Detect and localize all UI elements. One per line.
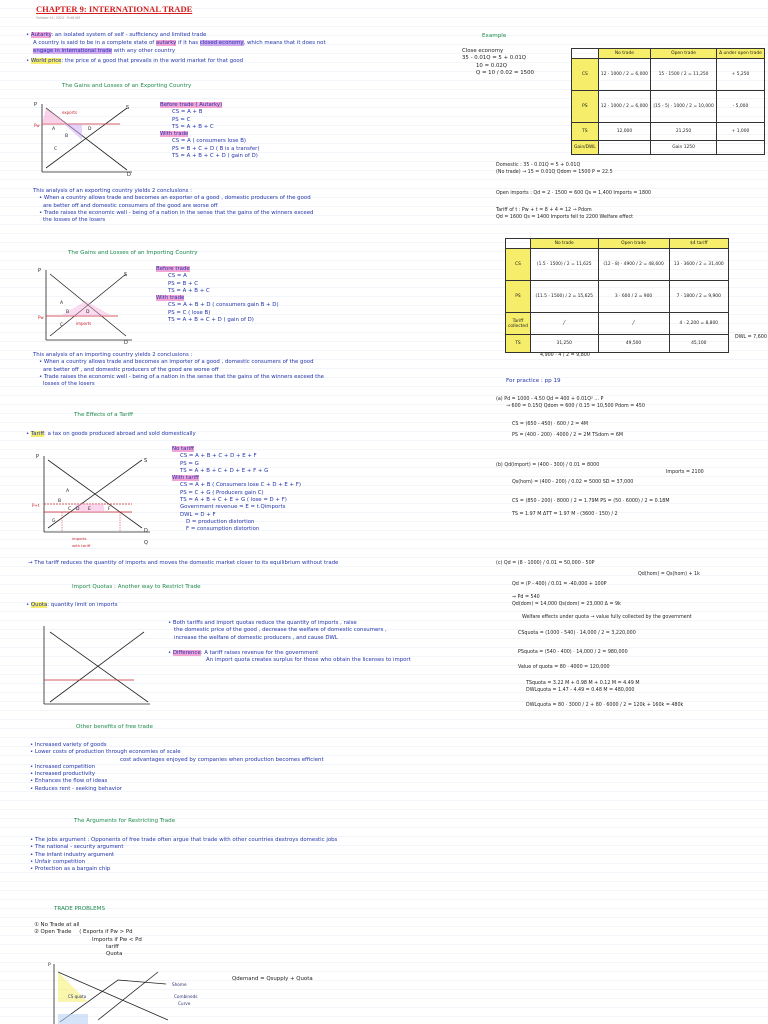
practice-heading: For practice : pp 19: [506, 378, 561, 384]
autarky-definition: • Autarky: an isolated system of self - sufficiency and limited trade: [26, 32, 207, 38]
svg-text:P: P: [48, 963, 51, 968]
svg-text:G: G: [52, 519, 56, 524]
tariff-conclusion: → The tariff reduces the quantity of imports and moves the domestic market closer to its equilibrium without trade: [28, 560, 339, 566]
svg-text:D: D: [76, 507, 80, 512]
svg-text:D: D: [127, 172, 131, 178]
quota-graph: [34, 622, 154, 710]
svg-text:P+t: P+t: [32, 503, 40, 508]
quota-equation: Qdemand = Qsupply + Quota: [232, 976, 313, 982]
svg-text:Pw: Pw: [34, 123, 40, 128]
benefits-heading: Other benefits of free trade: [76, 724, 153, 730]
svg-text:D: D: [144, 528, 148, 534]
svg-text:Q: Q: [144, 540, 148, 546]
svg-text:S: S: [144, 458, 148, 464]
page-title: CHAPTER 9: INTERNATIONAL TRADE: [36, 4, 193, 14]
practice-a: (a) Pd = 1000 - 4.50 Qd = 400 + 0.01Q² ... P → 600 = 0.15Q Qdom = 600 / 0.15 = 10,500 Pdom = 450 CS = (650 - 450) · 600 / 2 = 4M PS = (400 - 200) · 4000 / 2 = 2M TSdom = 6M: [496, 397, 645, 438]
restricting-heading: The Arguments for Restricting Trade: [74, 818, 176, 824]
svg-text:A: A: [66, 489, 70, 494]
world-price-definition: • World price: the price of a good that prevails in the world market for that good: [26, 58, 244, 64]
quota-definition: • Quota: quantity limit on imports: [26, 602, 118, 608]
restricting-list: • The jobs argument : Opponents of free trade often argue that trade with other countries destroys domestic jobs • The national - security argument • The infant industry argument • Unfair competition • Protection as a bargain chip: [30, 837, 338, 873]
svg-text:B: B: [66, 310, 70, 315]
trade-problems-heading: TRADE PROBLEMS: [54, 906, 106, 912]
svg-text:S: S: [124, 272, 128, 278]
example-table-2: No trade Open trade $4 tariff CS (1.5 · 1500) / 2 = 11,625 (12 - 8) · 4900 / 2 = 48,600 13 · 3600 / 2 = 31,400 PS (11.5 · 1500) / 2 = 15,625 3 · 600 / 2 = 900 7 · 1800 / 2 = 9,900 Tariff collected ╱ ╱ 4 · 2,200 = 8,800 TS 31,250 49,500 45,100: [505, 238, 729, 353]
quota-combined-graph: [48, 962, 208, 1024]
practice-c: (c) Qd = (8 - 1000) / 0.01 = 50,000 - 50P Qd(hom) = Qs(hom) + 1k Qd = (P - 400) / 0.01 = -40,000 + 100P ⇒ Pd = 540 Qd(dom) = 14,000 Qs(dom) = 23,000 Δ = 9k Welfare effects under quota → value fully collected by the government CSquota = (1000 - 540) · 14,000 / 2 = 3,220,000 PSquota = (540 - 400) · 14,000 / 2 = 980,000 Value of quota = 80 · 4000 = 120,000 TSquota = 3.22 M + 0.98 M + 0.12 M = 4.49 M DWLquota = 1.47 - 4.49 = 0.48 M = 480,000 DWLquota = 80 · 3000 / 2 + 80 · 6000 / 2 = 120k + 160k = 480k: [496, 561, 700, 709]
quotas-heading: Import Quotas : Another way to Restrict Trade: [72, 584, 201, 590]
autarky-line-2: A country is said to be in a complete state of autarky if it has closed economy, which means that it does not: [33, 40, 326, 46]
svg-text:F: F: [108, 507, 111, 512]
svg-text:C: C: [60, 323, 64, 328]
importing-graph: [36, 266, 136, 348]
open-imports-work: Open imports : Qd = 2 · 1500 = 600 Qs = 1,400 Imports = 1800: [496, 191, 652, 196]
tariff-heading: The Effects of a Tariff: [74, 412, 133, 418]
cs-quota-label: CS quota: [68, 994, 87, 999]
page-date: October 11, 2023 9:48 AM: [36, 16, 81, 20]
curve-label: Curve: [178, 1001, 191, 1006]
domestic-work: Domestic : 35 - 0.01Q = 5 + 0.01Q (No trade) → 15 = 0.01Q Qdom = 1500 P = 22.5: [496, 163, 613, 176]
tariff-graph: [32, 452, 154, 552]
svg-text:P: P: [36, 454, 40, 460]
trade-problems-cases: ① No Trade at all ② Open Trade ⟨ Exports if Pw > Pd Imports if Pw < Pd tariff Quota: [34, 922, 142, 958]
svg-text:B: B: [65, 134, 69, 139]
svg-text:S: S: [126, 105, 130, 111]
exporting-analysis: This analysis of an exporting country yields 2 conclusions : • When a country allows trade and becomes an exporter of a good , domestic producers of the good are better off and domestic consumers of the good are worse off • Trade raises the economic well - being of a nation in the sense that the gains of the winners exceed the losses of the losers: [33, 188, 314, 224]
svg-text:imports: imports: [76, 321, 92, 326]
svg-text:D: D: [86, 310, 90, 315]
svg-text:E: E: [88, 507, 91, 512]
benefits-list: • Increased variety of goods • Lower costs of production through economies of scale cost advantages enjoyed by companies when production becomes efficient • Increased competition • Increased productivity • Enhances the flow of ideas • Reduces rent - seeking behavior: [30, 742, 324, 792]
svg-text:P: P: [34, 102, 38, 108]
svg-text:A: A: [52, 127, 56, 132]
tariff-work: Tariff of t : Pw + t = 8 + 4 = 12 → Pdom Qd = 1600 Qs = 1400 Imports fell to 2200 Welfare effect: [496, 208, 633, 221]
shome-label: Shome: [172, 982, 187, 987]
importing-welfare: Before trade CS = A PS = B + C TS = A + B + C With trade CS = A + B + D ( consumers gain B + D) PS = C ( lose B) TS = A + B + C + D ( gain of D): [156, 266, 279, 324]
svg-text:B: B: [58, 499, 62, 504]
svg-text:with tariff: with tariff: [72, 543, 91, 548]
svg-text:P: P: [38, 268, 42, 274]
svg-text:exports: exports: [62, 110, 78, 115]
quota-comparison: • Both tariffs and import quotas reduce the quantity of imports , raise the domestic price of the good , decrease the welfare of domestic consumers , increase the welfare of domestic producers , and cause DWL • Difference: A tariff raises revenue for the government An import quota creates surplus for those who obtain the licenses to import: [168, 620, 411, 664]
svg-text:C: C: [54, 147, 58, 152]
dwl-value: DWL = 7,600: [735, 335, 767, 340]
tariff-definition: • Tariff: a tax on goods produced abroad and sold domestically: [26, 431, 196, 437]
example-table-1: No trade Open trade Δ under open trade CS 12 · 1000 / 2 = 6,000 15 · 1500 / 2 = 11,250 + 5,250 PS 12 · 1000 / 2 = 6,000 (15 - 5) · 1000 / 2 = 10,000 - 5,000 TS 12,000 21,250 + 1,000 Gain/DWL Gain 1250: [571, 48, 765, 155]
tariff-welfare: No tariff CS = A + B + C + D + E + F PS = G TS = A + B + C + D + E + F + G With tariff CS = A + B ( Consumers lose C + D + E + F) PS = C + G ( Producers gain C) TS = A + B + C + E + G ( lose = D + F) Government revenue = E = t.Qimports DWL = D + F D = production distortion F = consumption distortion: [172, 446, 301, 533]
importing-analysis: This analysis of an importing country yields 2 conclusions : • When a country allows trade and becomes an importer of a good , domestic consumers of the good are better off , and domestic producers of the good are worse off • Trade raises the economic well - being of a nation in the sense that the gains of the winners exceed the losses of the losers: [33, 352, 324, 388]
practice-b: (b) Qd(import) = (400 - 300) / 0.01 = 8000 Imports = 2100 Qs(hom) = (400 - 200) / 0.02 = 5000 SD = 37,000 CS = (850 - 200) · 8000 / 2 = 1.79M PS = (50 · 6000) / 2 = 0.18M TS = 1.97 M ΔTT = 1.97 M - (3600 · 150) / 2: [496, 463, 704, 518]
importing-heading: The Gains and Losses of an Importing Country: [68, 250, 198, 256]
exporting-graph: [32, 100, 142, 180]
example-heading: Example: [482, 33, 507, 39]
svg-text:Pw: Pw: [38, 315, 44, 320]
exporting-heading: The Gains and Losses of an Exporting Country: [62, 83, 192, 89]
dwl-calc: 4,900 · 4 / 2 = 9,800: [540, 353, 590, 358]
svg-text:D: D: [124, 340, 128, 346]
autarky-line-3: engage in international trade with any other country: [33, 48, 176, 54]
closed-economy-work: Close economy 35 - 0.01Q = 5 + 0.01Q 10 = 0.02Q Q = 10 / 0.02 = 1500: [462, 48, 534, 76]
combined-label: Combineds: [174, 994, 198, 999]
svg-text:A: A: [60, 301, 64, 306]
svg-text:imports: imports: [72, 536, 87, 541]
svg-text:C: C: [68, 507, 72, 512]
svg-text:D: D: [88, 127, 92, 132]
exporting-welfare: Before trade ( Autarky) CS = A + B PS = C TS = A + B + C With trade CS = A ( consumers lose B) PS = B + C + D ( B is a transfer) TS = A + B + C + D ( gain of D): [160, 102, 260, 160]
